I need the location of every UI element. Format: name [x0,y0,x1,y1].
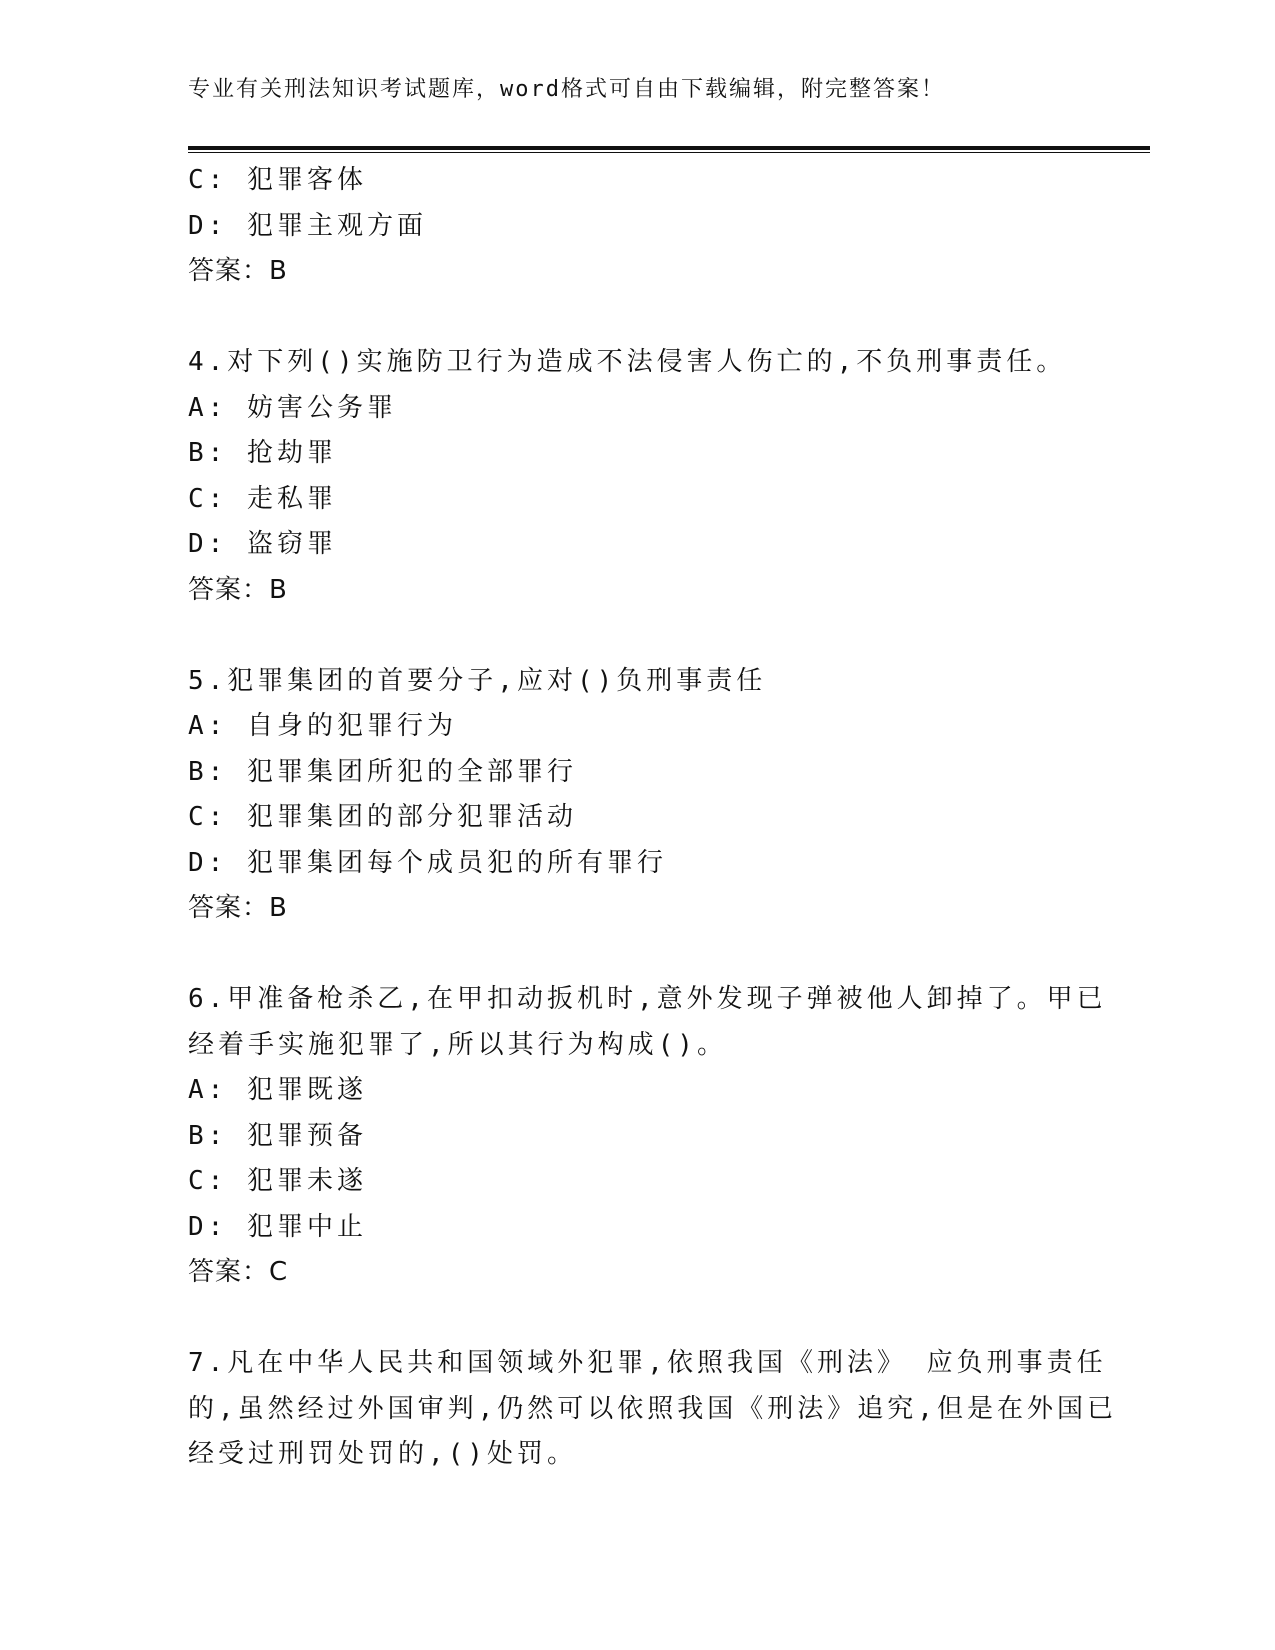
q5-option-c: C: 犯罪集团的部分犯罪活动 [188,802,577,832]
q3-option-c: C: 犯罪客体 [188,165,367,195]
q4-stem: 4.对下列()实施防卫行为造成不法侵害人伤亡的,不负刑事责任。 [188,347,1067,377]
q4-option-b: B: 抢劫罪 [188,438,337,468]
q6-answer: 答案：C [188,1257,289,1287]
q4-option-d: D: 盗窃罪 [188,529,337,559]
q7-stem-line-3: 经受过刑罚处罚的,()处罚。 [188,1439,577,1469]
q5-option-b: B: 犯罪集团所犯的全部罪行 [188,756,577,787]
q6-option-c: C: 犯罪未遂 [188,1166,367,1196]
spacer [188,613,1088,659]
page-header: 专业有关刑法知识考试题库，word格式可自由下载编辑，附完整答案！ [188,77,945,102]
q5-answer: 答案：B [188,893,288,923]
q3-option-d: D: 犯罪主观方面 [188,210,427,241]
q3-answer: 答案：B [188,256,288,286]
q4-option-a: A: 妨害公务罪 [188,392,397,423]
q6-option-b: B: 犯罪预备 [188,1120,367,1151]
question-content [188,158,1117,1478]
q7-stem-line-1: 7.凡在中华人民共和国领域外犯罪,依照我国《刑法》 应负刑事责任 [188,1348,1107,1378]
q4-option-c: C: 走私罪 [188,483,337,514]
q5-option-a: A: 自身的犯罪行为 [188,711,457,741]
q5-option-d: D: 犯罪集团每个成员犯的所有罪行 [188,847,667,878]
header-rule-thick [188,146,1150,150]
q6-stem-line-2: 经着手实施犯罪了,所以其行为构成()。 [188,1029,727,1060]
q6-stem-line-1: 6.甲准备枪杀乙,在甲扣动扳机时,意外发现子弹被他人卸掉了。甲已 [188,984,1107,1014]
q5-stem: 5.犯罪集团的首要分子,应对()负刑事责任 [188,665,767,696]
spacer [188,295,1088,341]
q4-answer: 答案：B [188,574,288,605]
spacer [188,932,1088,978]
q6-option-a: A: 犯罪既遂 [188,1075,367,1105]
spacer [188,1296,1088,1342]
header-rule-thin [188,152,1150,153]
q7-stem-line-2: 的,虽然经过外国审判,仍然可以依照我国《刑法》追究,但是在外国已 [188,1393,1117,1424]
q6-option-d: D: 犯罪中止 [188,1211,367,1242]
